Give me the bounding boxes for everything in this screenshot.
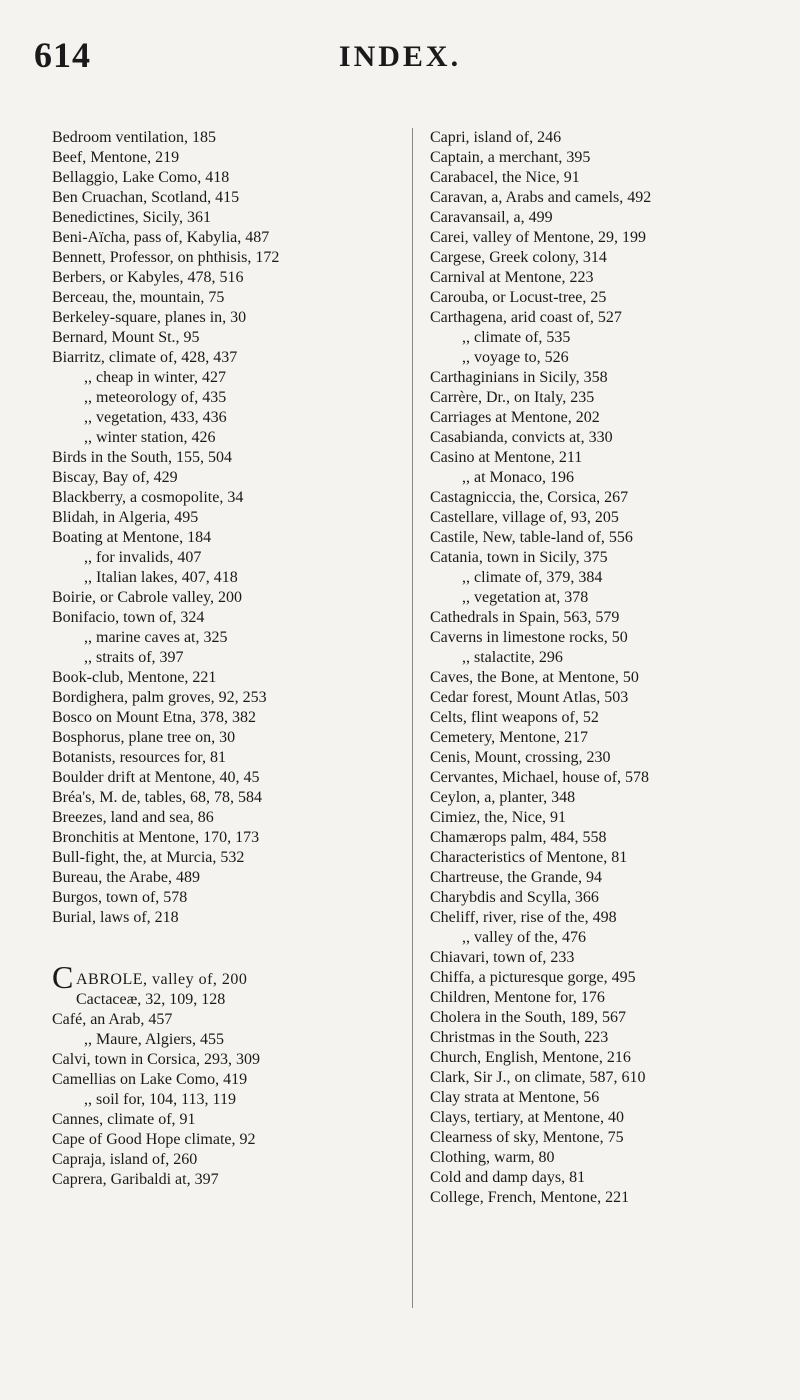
index-entry: Castagniccia, the, Corsica, 267 xyxy=(430,489,629,506)
index-entry: Christmas in the South, 223 xyxy=(430,1029,609,1046)
index-entry: Camellias on Lake Como, 419 xyxy=(52,1071,248,1088)
index-entry: Church, English, Mentone, 216 xyxy=(430,1049,631,1066)
index-entry: Berbers, or Kabyles, 478, 516 xyxy=(52,269,244,286)
index-entry: Bedroom ventilation, 185 xyxy=(52,129,216,146)
index-entry: Carabacel, the Nice, 91 xyxy=(430,169,580,186)
index-entry: Charybdis and Scylla, 366 xyxy=(430,889,599,906)
index-entry: Clays, tertiary, at Mentone, 40 xyxy=(430,1109,625,1126)
index-subentry: ,, for invalids, 407 xyxy=(84,549,202,566)
index-entry: Castile, New, table-land of, 556 xyxy=(430,529,633,546)
index-subentry: ,, Maure, Algiers, 455 xyxy=(84,1031,224,1048)
index-entry: Casino at Mentone, 211 xyxy=(430,449,583,466)
index-subentry: ,, cheap in winter, 427 xyxy=(84,369,226,386)
index-entry: Chiffa, a picturesque gorge, 495 xyxy=(430,969,636,986)
index-entry: Clark, Sir J., on climate, 587, 610 xyxy=(430,1069,646,1086)
index-group-c-continued xyxy=(430,128,780,1208)
index-entry: Cervantes, Michael, house of, 578 xyxy=(430,769,650,786)
index-entry: Caprera, Garibaldi at, 397 xyxy=(52,1171,219,1188)
index-entry: Capri, island of, 246 xyxy=(430,129,562,146)
index-subentry: ,, meteorology of, 435 xyxy=(84,389,227,406)
index-entry: Cathedrals in Spain, 563, 579 xyxy=(430,609,620,626)
index-entry: Cholera in the South, 189, 567 xyxy=(430,1009,626,1026)
index-entry: Blidah, in Algeria, 495 xyxy=(52,509,199,526)
index-entry: Caverns in limestone rocks, 50 xyxy=(430,629,628,646)
index-entry: Characteristics of Mentone, 81 xyxy=(430,849,628,866)
page-number: 614 xyxy=(34,35,91,75)
index-entry: Burgos, town of, 578 xyxy=(52,889,188,906)
drop-cap-initial: C xyxy=(52,959,74,995)
index-entry: Bréa's, M. de, tables, 68, 78, 584 xyxy=(52,789,262,806)
index-entry: Casabianda, convicts at, 330 xyxy=(430,429,613,446)
index-entry: Biscay, Bay of, 429 xyxy=(52,469,178,486)
index-subentry: ,, stalactite, 296 xyxy=(462,649,563,666)
index-entry: Cimiez, the, Nice, 91 xyxy=(430,809,566,826)
index-subentry: ,, winter station, 426 xyxy=(84,429,216,446)
index-group-c xyxy=(52,1010,402,1190)
index-entry: Carnival at Mentone, 223 xyxy=(430,269,594,286)
index-entry: Celts, flint weapons of, 52 xyxy=(430,709,599,726)
index-entry-text: ABROLE, valley of, 200 xyxy=(76,971,248,988)
index-entry: Beni-Aïcha, pass of, Kabylia, 487 xyxy=(52,229,270,246)
index-entry: Bosphorus, plane tree on, 30 xyxy=(52,729,236,746)
index-entry: Calvi, town in Corsica, 293, 309 xyxy=(52,1051,260,1068)
index-subentry: ,, straits of, 397 xyxy=(84,649,184,666)
index-entry: Burial, laws of, 218 xyxy=(52,909,179,926)
index-entry: Bernard, Mount St., 95 xyxy=(52,329,200,346)
index-subentry: ,, climate of, 535 xyxy=(462,329,571,346)
index-entry: Children, Mentone for, 176 xyxy=(430,989,605,1006)
index-subentry: ,, marine caves at, 325 xyxy=(84,629,228,646)
index-entry: Bosco on Mount Etna, 378, 382 xyxy=(52,709,256,726)
index-entry: Chiavari, town of, 233 xyxy=(430,949,575,966)
index-entry: Carriages at Mentone, 202 xyxy=(430,409,600,426)
index-entry: Berceau, the, mountain, 75 xyxy=(52,289,225,306)
index-entry: Beef, Mentone, 219 xyxy=(52,149,180,166)
index-subentry: ,, soil for, 104, 113, 119 xyxy=(84,1091,236,1108)
index-entry: Chartreuse, the Grande, 94 xyxy=(430,869,602,886)
index-entry: Captain, a merchant, 395 xyxy=(430,149,591,166)
index-subentry: ,, voyage to, 526 xyxy=(462,349,569,366)
index-entry: Cedar forest, Mount Atlas, 503 xyxy=(430,689,629,706)
index-entry: Boirie, or Cabrole valley, 200 xyxy=(52,589,243,606)
index-entry: Ceylon, a, planter, 348 xyxy=(430,789,576,806)
index-entry: Caravan, a, Arabs and camels, 492 xyxy=(430,189,652,206)
index-column-right xyxy=(430,128,780,1208)
index-entry: Carthaginians in Sicily, 358 xyxy=(430,369,608,386)
index-entry: Carouba, or Locust-tree, 25 xyxy=(430,289,607,306)
index-entry: Bull-fight, the, at Murcia, 532 xyxy=(52,849,245,866)
index-entry: Capraja, island of, 260 xyxy=(52,1151,198,1168)
index-entry: Clay strata at Mentone, 56 xyxy=(430,1089,600,1106)
index-entry: Boulder drift at Mentone, 40, 45 xyxy=(52,769,260,786)
index-entry: Carrère, Dr., on Italy, 235 xyxy=(430,389,595,406)
index-entry: Chamærops palm, 484, 558 xyxy=(430,829,607,846)
index-entry: Benedictines, Sicily, 361 xyxy=(52,209,211,226)
index-entry: Cenis, Mount, crossing, 230 xyxy=(430,749,611,766)
index-entry: Caves, the Bone, at Mentone, 50 xyxy=(430,669,639,686)
index-group-b xyxy=(52,128,402,928)
index-entry: Cheliff, river, rise of the, 498 xyxy=(430,909,617,926)
index-entry: Cannes, climate of, 91 xyxy=(52,1111,196,1128)
index-entry: Berkeley-square, planes in, 30 xyxy=(52,309,247,326)
index-entry: Boating at Mentone, 184 xyxy=(52,529,212,546)
index-entry: Bellaggio, Lake Como, 418 xyxy=(52,169,230,186)
index-entry: Bonifacio, town of, 324 xyxy=(52,609,205,626)
index-subentry: ,, vegetation, 433, 436 xyxy=(84,409,227,426)
index-entry: Catania, town in Sicily, 375 xyxy=(430,549,608,566)
index-entry: Cold and damp days, 81 xyxy=(430,1169,586,1186)
index-entry: Birds in the South, 155, 504 xyxy=(52,449,233,466)
index-entry: Book-club, Mentone, 221 xyxy=(52,669,217,686)
index-entry: Clearness of sky, Mentone, 75 xyxy=(430,1129,624,1146)
index-entry: Bronchitis at Mentone, 170, 173 xyxy=(52,829,260,846)
index-column-left xyxy=(52,128,402,1190)
index-subentry: ,, Italian lakes, 407, 418 xyxy=(84,569,238,586)
index-entry: Bordighera, palm groves, 92, 253 xyxy=(52,689,267,706)
index-entry: College, French, Mentone, 221 xyxy=(430,1189,630,1206)
index-entry: Blackberry, a cosmopolite, 34 xyxy=(52,489,244,506)
index-entry: Caravansail, a, 499 xyxy=(430,209,553,226)
index-entry: Carthagena, arid coast of, 527 xyxy=(430,309,622,326)
index-entry: Clothing, warm, 80 xyxy=(430,1149,555,1166)
index-entry: Ben Cruachan, Scotland, 415 xyxy=(52,189,240,206)
index-subentry: ,, vegetation at, 378 xyxy=(462,589,589,606)
index-entry: Bennett, Professor, on phthisis, 172 xyxy=(52,249,280,266)
index-entry xyxy=(52,958,402,995)
index-entry: Biarritz, climate of, 428, 437 xyxy=(52,349,238,366)
index-entry: Castellare, village of, 93, 205 xyxy=(430,509,619,526)
index-subentry: ,, climate of, 379, 384 xyxy=(462,569,603,586)
running-head: INDEX. xyxy=(338,40,462,73)
section-gap xyxy=(52,928,402,958)
index-entry: Bureau, the Arabe, 489 xyxy=(52,869,200,886)
index-entry: Botanists, resources for, 81 xyxy=(52,749,226,766)
column-divider xyxy=(412,128,413,1308)
index-entry: Cargese, Greek colony, 314 xyxy=(430,249,607,266)
index-entry: Carei, valley of Mentone, 29, 199 xyxy=(430,229,646,246)
index-subentry: ,, valley of the, 476 xyxy=(462,929,586,946)
index-entry: Café, an Arab, 457 xyxy=(52,1011,173,1028)
index-entry: Cemetery, Mentone, 217 xyxy=(430,729,589,746)
index-entry: Breezes, land and sea, 86 xyxy=(52,809,214,826)
index-entry: Cape of Good Hope climate, 92 xyxy=(52,1131,256,1148)
index-entry: Cactaceæ, 32, 109, 128 xyxy=(76,991,226,1008)
index-subentry: ,, at Monaco, 196 xyxy=(462,469,574,486)
